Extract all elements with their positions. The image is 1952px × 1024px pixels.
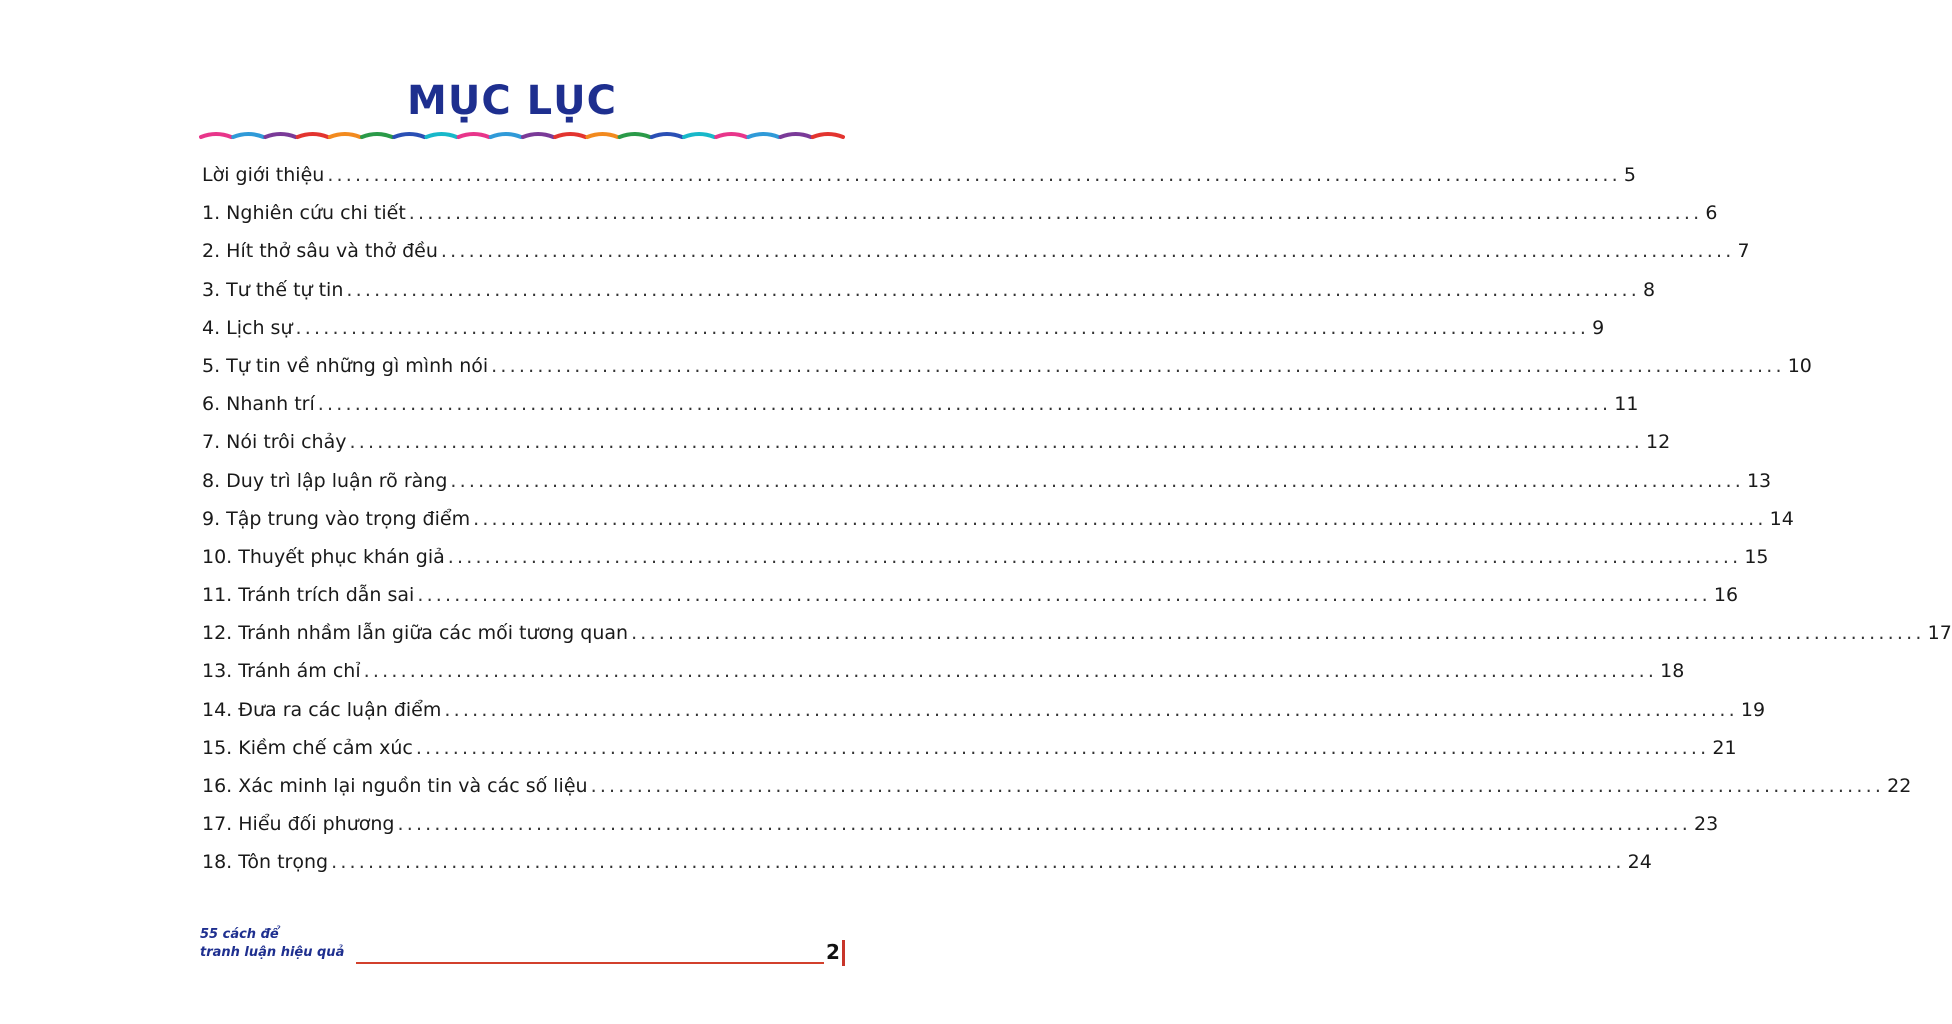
wave-segment	[491, 134, 521, 137]
toc-entry-label: 14. Đưa ra các luận điểm	[202, 698, 442, 721]
toc-entry	[202, 354, 1812, 393]
toc-leader-dots: ............................................................................................................................................	[491, 354, 1785, 377]
toc-entry-page: 12	[1646, 431, 1671, 454]
toc-leader-dots: ............................................................................................................................................	[349, 431, 1644, 454]
toc-leader-dots: ............................................................................................................................................	[590, 775, 1885, 797]
toc-entry-page: 13	[1746, 469, 1772, 492]
wave-segment	[652, 134, 682, 137]
toc-entry-label: 1. Nghiên cứu chi tiết	[202, 202, 406, 225]
wave-segment	[555, 134, 585, 137]
toc-entry	[202, 316, 1605, 355]
toc-entry	[202, 813, 1719, 851]
toc-leader-dots: ............................................................................................................................................	[397, 813, 1692, 836]
toc-leader-dots: ............................................................................................................................................	[450, 469, 1744, 492]
toc-entry-page: 22	[1887, 775, 1912, 797]
toc-entry-label: 6. Nhanh trí	[202, 393, 315, 416]
toc-leader-dots: ............................................................................................................................................	[317, 393, 1612, 416]
toc-entry-label: 7. Nói trôi chảy	[202, 431, 347, 454]
toc-entry-label: 15. Kiềm chế cảm xúc	[202, 736, 413, 759]
wave-segment	[523, 134, 553, 137]
toc-leader-dots: ............................................................................................................................................	[295, 316, 1590, 339]
toc-entry-label: 16. Xác minh lại nguồn tin và các số liệu	[202, 775, 588, 797]
wave-segment	[298, 134, 328, 137]
toc-entry-page: 7	[1737, 240, 1750, 263]
wave-segment	[233, 134, 263, 137]
toc-entry-label: 8. Duy trì lập luận rõ ràng	[202, 469, 448, 492]
toc-leader-dots: ............................................................................................................................................	[327, 164, 1621, 186]
toc-entry	[202, 393, 1639, 431]
toc-leader-dots: ............................................................................................................................................	[363, 660, 1658, 683]
toc-leader-dots: ............................................................................................................................................	[444, 698, 1738, 721]
toc-leader-dots: ............................................................................................................................................	[447, 545, 1742, 568]
toc-entry-label: 13. Tránh ám chỉ	[202, 660, 361, 683]
page-number-bar	[842, 940, 845, 966]
toc-leader-dots: ............................................................................................................................................	[331, 851, 1625, 874]
footer-rule	[356, 962, 824, 964]
wave-segment	[587, 134, 617, 137]
wave-segment	[330, 134, 360, 137]
toc-entry	[202, 851, 1652, 889]
wave-segment	[426, 134, 456, 137]
toc-entry-label: 17. Hiểu đối phương	[202, 813, 395, 836]
toc-entry	[202, 431, 1671, 469]
toc-leader-dots: ............................................................................................................................................	[408, 202, 1703, 225]
wave-segment	[781, 134, 811, 137]
toc-entry-label: Lời giới thiệu	[202, 164, 325, 186]
wave-segment	[362, 134, 392, 137]
toc-entry-page: 6	[1705, 202, 1718, 225]
toc-entry-page: 23	[1694, 813, 1719, 836]
book-title-line-2: tranh luận hiệu quả	[200, 945, 345, 960]
page-footer	[200, 926, 850, 972]
toc-entry	[202, 698, 1766, 737]
wave-segment	[748, 134, 778, 137]
toc-entry-page: 19	[1740, 698, 1766, 721]
toc-entry-page: 17	[1927, 622, 1952, 645]
wave-segment	[394, 134, 424, 137]
toc-entry-page: 8	[1642, 278, 1656, 301]
toc-entry-label: 4. Lịch sự	[202, 316, 293, 339]
toc-entry	[202, 507, 1794, 546]
toc-entry-page: 10	[1787, 354, 1812, 377]
wave-segment	[684, 134, 714, 137]
toc-entry-page: 15	[1744, 545, 1769, 568]
toc-entry-page: 14	[1769, 507, 1794, 530]
toc-entry-label: 5. Tự tin về những gì mình nói	[202, 354, 489, 377]
toc-entry-label: 3. Tư thế tự tin	[202, 278, 344, 301]
page-title: MỤC LỤC	[407, 78, 617, 124]
toc-entry-page: 5	[1623, 164, 1636, 186]
book-title-line-1: 55 cách để	[200, 927, 279, 942]
toc-entry-label: 11. Tránh trích dẫn sai	[202, 584, 415, 607]
wave-segment	[620, 134, 650, 137]
toc-leader-dots: ............................................................................................................................................	[473, 507, 1767, 530]
table-of-contents	[202, 164, 1952, 890]
wave-segment	[716, 134, 746, 137]
toc-entry	[202, 278, 1656, 317]
toc-leader-dots: ............................................................................................................................................	[415, 736, 1710, 759]
toc-entry	[202, 736, 1737, 775]
toc-entry	[202, 622, 1952, 660]
toc-entry-page: 18	[1660, 660, 1685, 683]
toc-entry	[202, 584, 1739, 622]
toc-entry-label: 18. Tôn trọng	[202, 851, 329, 874]
toc-entry-label: 12. Tránh nhầm lẫn giữa các mối tương quan	[202, 622, 629, 645]
toc-leader-dots: ............................................................................................................................................	[417, 584, 1711, 607]
toc-entry	[202, 164, 1636, 202]
toc-entry	[202, 240, 1750, 278]
wave-segment	[459, 134, 489, 137]
toc-leader-dots: ............................................................................................................................................	[440, 240, 1735, 263]
wave-segment	[201, 134, 231, 137]
wave-segment	[265, 134, 295, 137]
page-number: 2	[826, 940, 840, 964]
toc-entry-label: 10. Thuyết phục khán giả	[202, 545, 445, 568]
toc-entry	[202, 469, 1772, 508]
toc-entry-label: 9. Tập trung vào trọng điểm	[202, 507, 471, 530]
toc-leader-dots: ............................................................................................................................................	[631, 622, 1925, 645]
toc-leader-dots: ............................................................................................................................................	[346, 278, 1640, 301]
toc-entry-page: 21	[1712, 736, 1737, 759]
toc-entry	[202, 775, 1912, 813]
toc-entry-label: 2. Hít thở sâu và thở đều	[202, 240, 438, 263]
toc-entry-page: 16	[1713, 584, 1739, 607]
wave-segment	[813, 134, 843, 137]
toc-entry-page: 24	[1627, 851, 1652, 874]
toc-entry	[202, 660, 1685, 698]
toc-entry	[202, 202, 1718, 240]
toc-entry	[202, 545, 1769, 584]
decorative-wave-divider	[200, 128, 844, 142]
toc-entry-page: 11	[1614, 393, 1639, 416]
toc-entry-page: 9	[1592, 316, 1605, 339]
